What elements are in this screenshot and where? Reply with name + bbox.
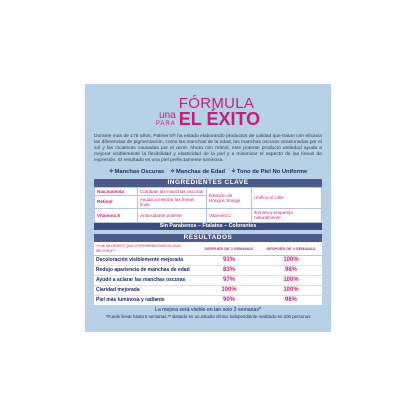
intro-paragraph: Durante más de 175 años, Palmer's® ha estado elaborando productos de calidad que tratan con eficacia las diferencias de pigmentación, como las manchas de la edad, las manchas oscuras ocasionadas por el sol y las cicatrices causadas por el acné. Ahora con retinol, este potente producto antiedad ayuda a mejorar visiblemente la flexibilidad y elasticidad de la piel y a minimizar el aspecto de las líneas de expresión. El resultado es una piel perfectamente luminosa. — [94, 134, 322, 163]
ingredient-benefit: Ayuda a mejorar las líneas finas — [138, 195, 207, 208]
result-2wk: 83% — [198, 265, 260, 275]
result-4wk: 98% — [260, 295, 322, 305]
headline — [94, 94, 322, 128]
headline-formula: FÓRMULA — [178, 95, 255, 112]
result-2wk: 97% — [198, 275, 260, 285]
ingredient-benefit: Ilumina y empareja naturalmente — [252, 209, 322, 222]
column-header: DESPUÉS DE 2 SEMANAS — [198, 242, 260, 256]
headline-big-words — [179, 97, 260, 128]
benefit-label: Manchas de Edad — [176, 168, 225, 175]
results-title-bar: RESULTADOS — [94, 234, 322, 242]
column-header: DESPUÉS DE 4 SEMANAS — [260, 242, 322, 256]
table-row — [95, 209, 322, 222]
table-header-row — [94, 242, 322, 256]
table-row — [94, 255, 322, 265]
benefits-row — [94, 169, 322, 175]
table-row — [95, 187, 322, 195]
result-2wk: 91% — [198, 255, 260, 265]
column-header: % de MUJERES QUE EXPERIMENTARON UNA MEJORA** — [94, 242, 198, 256]
benefit-label: Manchas Oscuras — [114, 168, 165, 175]
headline-una: una — [159, 110, 176, 121]
result-label: Decoloración visiblemente mejorada — [94, 255, 198, 265]
ingredient-name: Vitamina E — [95, 209, 138, 222]
ingredient-name: Extracto de Hongos Songyi — [207, 187, 252, 209]
benefit-label: Tono de Piel No Uniforme — [236, 168, 308, 175]
ingredient-name: Niacinamida — [95, 187, 138, 195]
table-row — [94, 295, 322, 305]
result-label: Redujo apariencia de manchas de edad — [94, 265, 198, 275]
ingredients-title-bar: INGREDIENTES CLAVE — [94, 179, 322, 187]
free-from-bar: Sin Parabenos – Ftalatos – Colorantes — [94, 223, 322, 230]
result-2wk: 90% — [198, 295, 260, 305]
table-row — [94, 285, 322, 295]
ingredient-name: Vitamina C — [207, 209, 252, 222]
headline-para: PARA — [155, 121, 176, 127]
benefit-item — [109, 169, 164, 175]
ingredient-name: Retinol — [95, 195, 138, 208]
result-2wk: 100% — [198, 285, 260, 295]
result-label: Ayudó a aclarar las manchas oscuras — [94, 275, 198, 285]
result-4wk: 100% — [260, 285, 322, 295]
ingredients-table — [94, 187, 322, 223]
sparkle-icon: ✧ — [108, 168, 114, 175]
fine-print: *Puede llevar hasta 6 semanas.** Basado en un estudio clínico independiente realizado en 200 personas — [105, 313, 311, 319]
results-note: La mejora será visible en tan solo 2 semanas* — [154, 306, 262, 313]
benefit-item — [170, 169, 225, 175]
result-4wk: 100% — [260, 255, 322, 265]
sparkle-icon: ✧ — [170, 168, 176, 175]
results-table — [94, 242, 322, 305]
result-label: Claridad mejorada — [94, 285, 198, 295]
ingredient-benefit: Unifica el cutis — [252, 187, 322, 209]
sparkle-icon: ✧ — [231, 168, 236, 175]
result-4wk: 100% — [260, 275, 322, 285]
table-row — [94, 265, 322, 275]
ingredient-benefit: Antioxidante potente — [138, 209, 207, 222]
headline-exito: EL ÉXITO — [178, 109, 261, 129]
result-label: Piel más luminosa y radiante — [94, 295, 198, 305]
result-4wk: 98% — [260, 265, 322, 275]
ingredient-benefit: Combate las manchas oscuras — [138, 187, 207, 195]
table-row — [94, 275, 322, 285]
headline-small-words — [156, 111, 176, 128]
product-info-panel — [85, 84, 331, 332]
benefit-item — [231, 169, 307, 175]
